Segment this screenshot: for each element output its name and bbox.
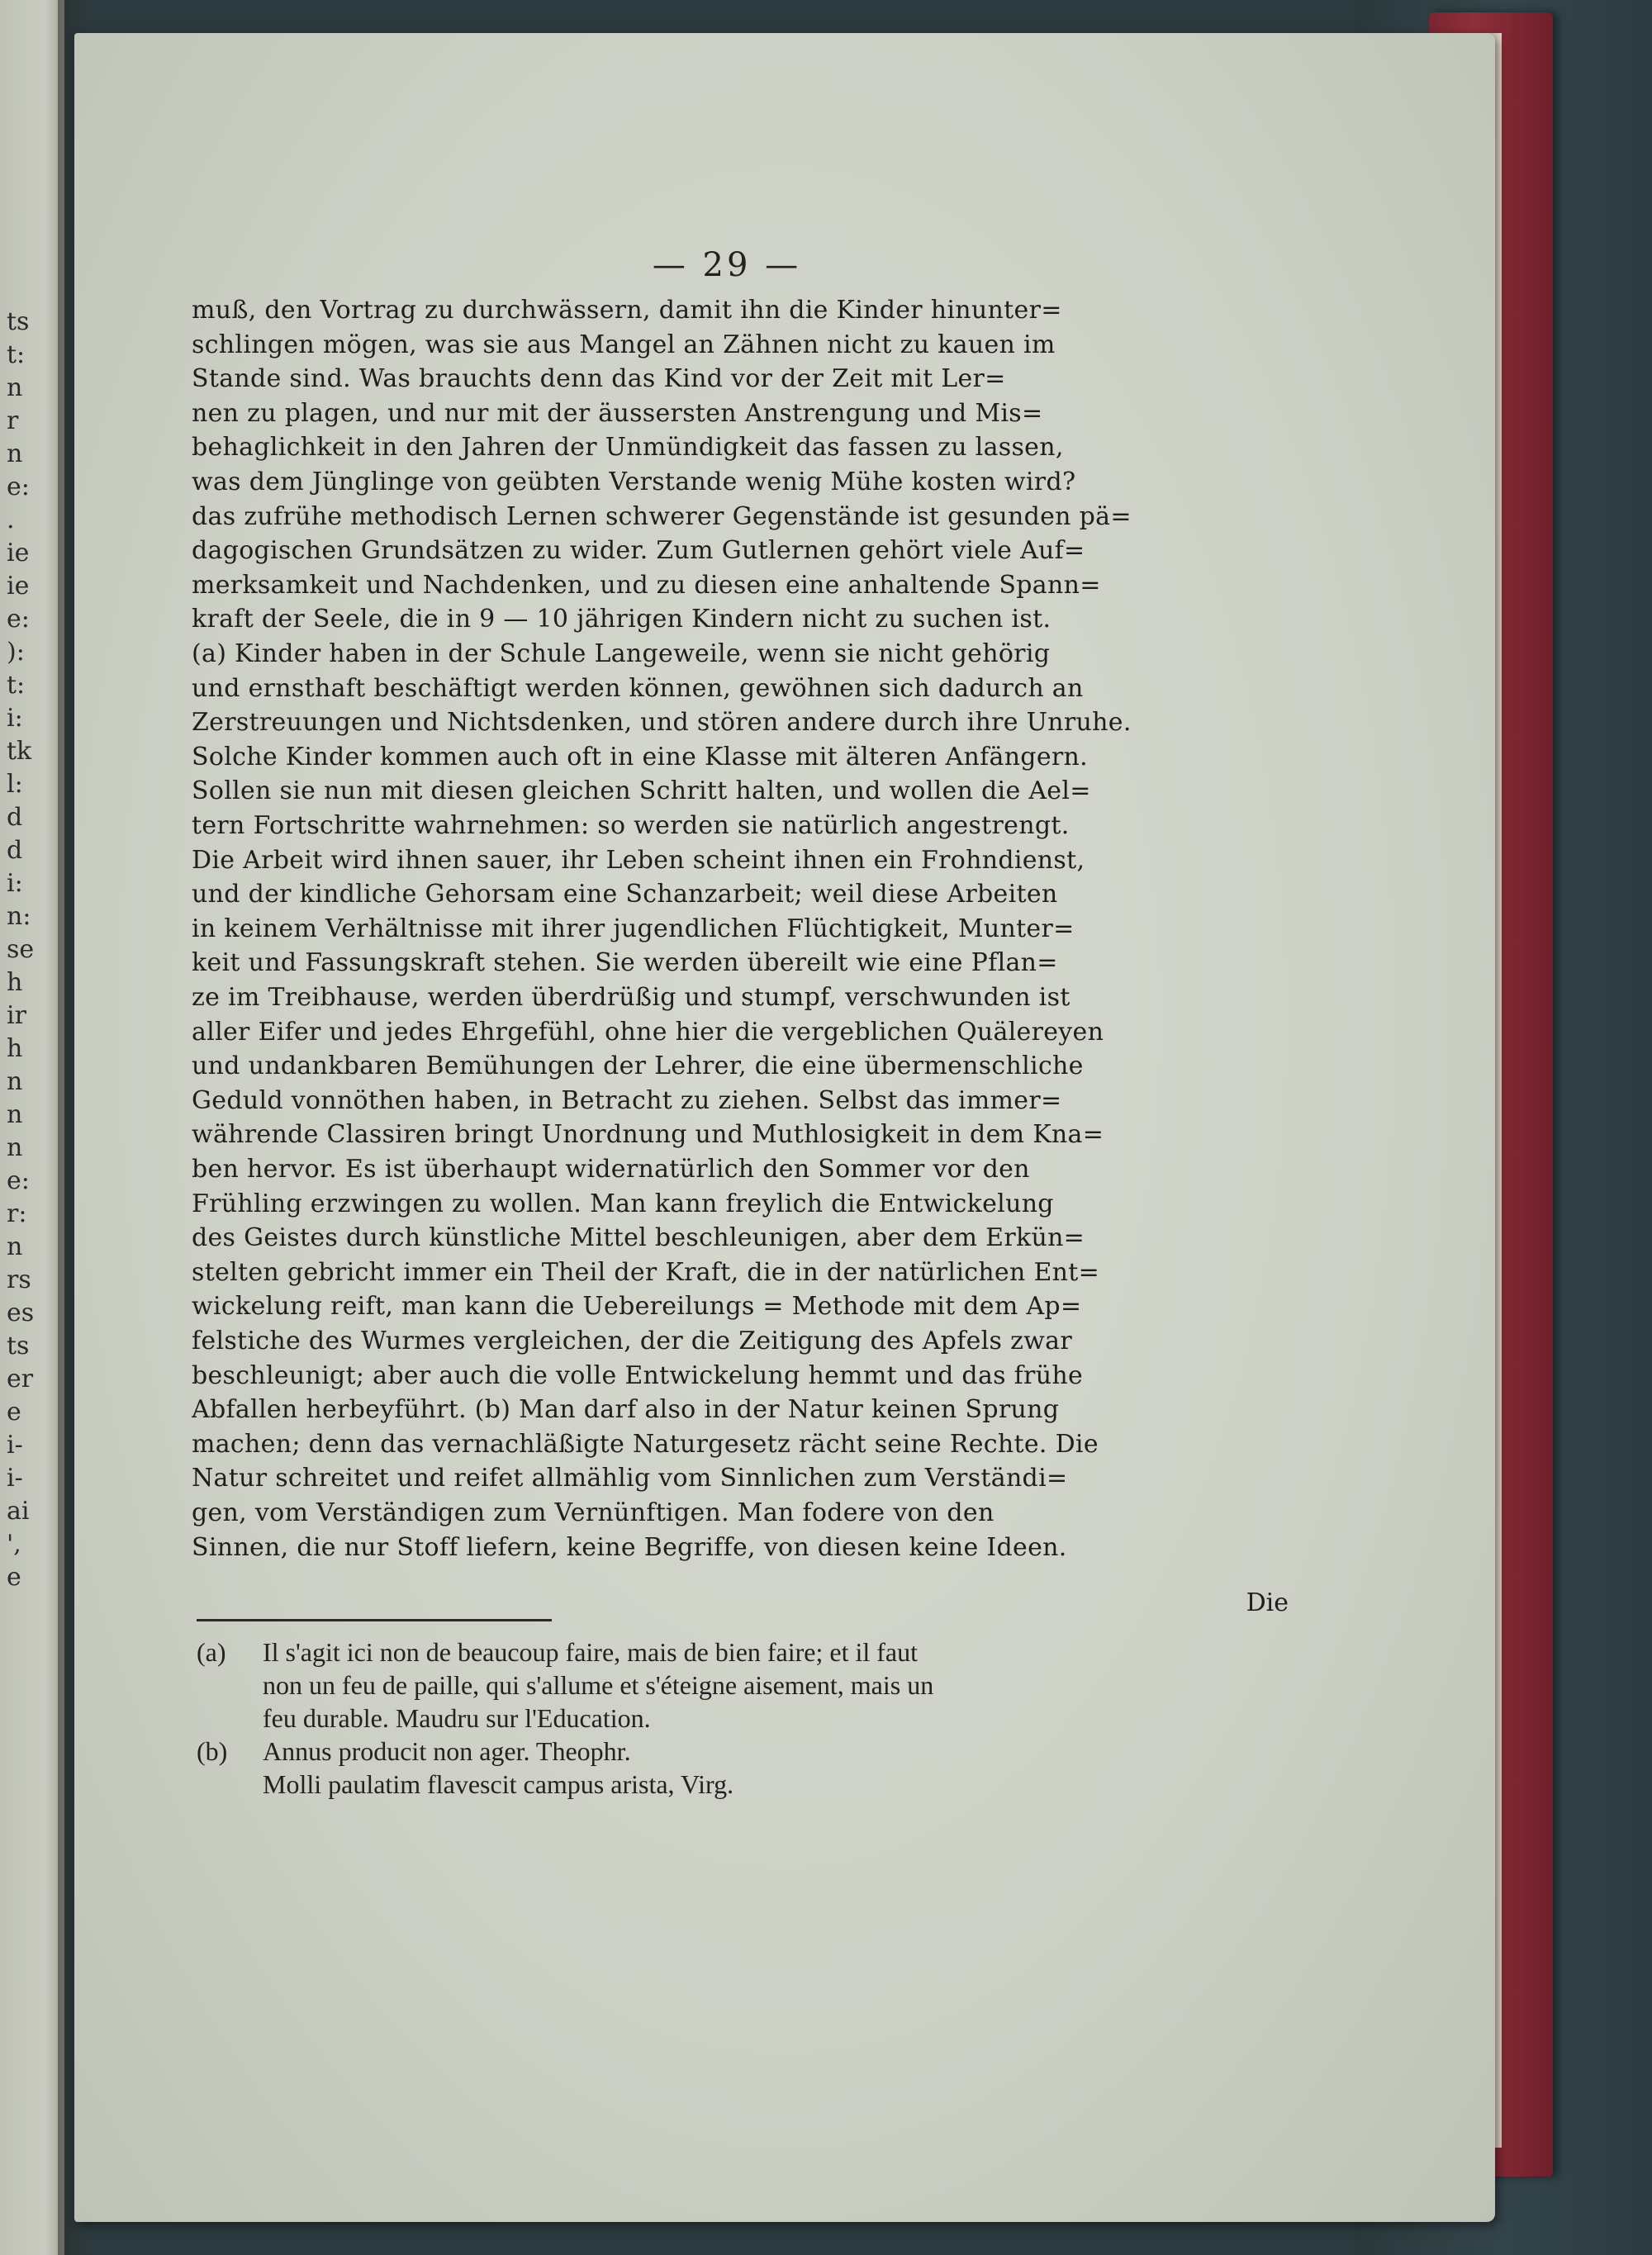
- text-line: stelten gebricht immer ein Theil der Kraft, die in der natürlichen Ent=: [192, 1257, 1100, 1287]
- catchword: Die: [1246, 1588, 1289, 1617]
- text-line: ze im Treibhause, werden überdrüßig und stumpf, verschwunden ist: [192, 983, 1070, 1012]
- footnote-text: feu durable. Maudru sur l'Education.: [263, 1703, 651, 1733]
- left-page-fragment: ir: [7, 1001, 26, 1030]
- left-page-fragment: t:: [7, 671, 26, 700]
- text-line: Stande sind. Was brauchts denn das Kind vor der Zeit mit Ler=: [192, 364, 1006, 394]
- text-line: muß, den Vortrag zu durchwässern, damit ihn die Kinder hinunter=: [192, 296, 1062, 325]
- right-page: [74, 33, 1495, 2222]
- left-page-fragment: .: [7, 506, 15, 534]
- text-line: und undankbaren Bemühungen der Lehrer, die eine übermenschliche: [192, 1052, 1084, 1081]
- text-line: gen, vom Verständigen zum Vernünftigen. Man fodere von den: [192, 1498, 995, 1527]
- text-line: das zufrühe methodisch Lernen schwerer Gegenstände ist gesunden pä=: [192, 501, 1132, 531]
- left-page-fragment: i-: [7, 1464, 23, 1493]
- text-line: in keinem Verhältnisse mit ihrer jugendlichen Flüchtigkeit, Munter=: [192, 914, 1075, 943]
- left-page-fragment: i:: [7, 869, 23, 898]
- footnote-rule: [197, 1619, 552, 1621]
- left-page-fragment: n: [7, 1067, 23, 1096]
- left-page-fragment: n: [7, 439, 23, 468]
- footnote-line: [197, 1670, 1295, 1701]
- left-page-fragment: ai: [7, 1497, 30, 1526]
- text-line: und ernsthaft beschäftigt werden können, gewöhnen sich dadurch an: [192, 673, 1084, 703]
- text-line: felstiche des Wurmes vergleichen, der die Zeitigung des Apfels zwar: [192, 1327, 1072, 1355]
- footnote-line: [197, 1637, 1295, 1668]
- text-line: Geduld vonnöthen haben, in Betracht zu ziehen. Selbst das immer=: [192, 1085, 1062, 1115]
- left-page-fragment: n: [7, 373, 23, 402]
- left-page-fragment: e:: [7, 472, 30, 501]
- left-page-fragment: tk: [7, 737, 32, 766]
- text-line: was dem Jünglinge von geübten Verstande wenig Mühe kosten wird?: [192, 468, 1076, 496]
- left-page-fragment: n: [7, 1100, 23, 1129]
- text-line: ben hervor. Es ist überhaupt widernatürlich den Sommer vor den: [192, 1155, 1030, 1184]
- text-line: keit und Fassungskraft stehen. Sie werden übereilt wie eine Pflan=: [192, 948, 1058, 978]
- left-page-fragment: ):: [7, 638, 25, 667]
- text-line: beschleunigt; aber auch die volle Entwickelung hemmt und das frühe: [192, 1360, 1083, 1390]
- left-page-fragment: r:: [7, 1199, 27, 1228]
- left-page-fragment: ts: [7, 1332, 30, 1360]
- text-line: schlingen mögen, was sie aus Mangel an Zähnen nicht zu kauen im: [192, 330, 1056, 359]
- left-page-edge: [0, 0, 64, 2255]
- left-page-fragment: n:: [7, 902, 31, 931]
- left-page-fragment: ie: [7, 572, 30, 601]
- left-page-fragment: d: [7, 836, 23, 865]
- text-line: Natur schreitet und reifet allmählig vom Sinnlichen zum Verständi=: [192, 1464, 1068, 1493]
- text-line: wickelung reift, man kann die Uebereilungs = Methode mit dem Ap=: [192, 1292, 1082, 1322]
- left-page-fragment: d: [7, 803, 23, 832]
- footnote-label: (a): [197, 1637, 226, 1667]
- left-page-fragment: se: [7, 935, 35, 964]
- text-line: des Geistes durch künstliche Mittel beschleunigen, aber dem Erkün=: [192, 1223, 1085, 1253]
- text-line: Die Arbeit wird ihnen sauer, ihr Leben scheint ihnen ein Frohndienst,: [192, 845, 1085, 875]
- text-line: behaglichkeit in den Jahren der Unmündigkeit das fassen zu lassen,: [192, 433, 1064, 463]
- left-page-fragment: n: [7, 1232, 23, 1261]
- left-page-fragment: h: [7, 1034, 23, 1063]
- footnote-text: Annus producit non ager. Theophr.: [263, 1736, 631, 1766]
- left-page-fragment: e:: [7, 1166, 30, 1195]
- text-line: währende Classiren bringt Unordnung und Muthlosigkeit in dem Kna=: [192, 1120, 1104, 1150]
- left-page-fragment: rs: [7, 1265, 31, 1294]
- left-page-fragment: e: [7, 1563, 21, 1592]
- left-page-fragment: i-: [7, 1431, 23, 1460]
- text-line: aller Eifer und jedes Ehrgefühl, ohne hier die vergeblichen Quälereyen: [192, 1017, 1104, 1047]
- left-page-fragment: l:: [7, 770, 23, 799]
- footnote-text: Molli paulatim flavescit campus arista, Virg.: [263, 1769, 734, 1799]
- left-page-fragment: ts: [7, 307, 30, 336]
- footnote-text: Il s'agit ici non de beaucoup faire, mais de bien faire; et il faut: [263, 1637, 919, 1667]
- text-line: Frühling erzwingen zu wollen. Man kann freylich die Entwickelung: [192, 1189, 1054, 1218]
- left-page-fragment: h: [7, 968, 23, 997]
- left-page-fragment: er: [7, 1365, 34, 1393]
- left-page-fragment: e: [7, 1398, 21, 1427]
- page-number: — 29 —: [652, 246, 802, 284]
- text-line: Solche Kinder kommen auch oft in eine Klasse mit älteren Anfängern.: [192, 742, 1088, 771]
- text-line: dagogischen Grundsätzen zu wider. Zum Gutlernen gehört viele Auf=: [192, 536, 1085, 566]
- left-page-fragment: i:: [7, 704, 23, 733]
- text-line: kraft der Seele, die in 9 — 10 jährigen Kindern nicht zu suchen ist.: [192, 605, 1051, 634]
- left-page-fragment: es: [7, 1298, 35, 1327]
- text-line: Abfallen herbeyführt. (b) Man darf also in der Natur keinen Sprung: [192, 1395, 1060, 1425]
- left-page-fragment: e:: [7, 605, 30, 634]
- left-page-fragment: r: [7, 406, 19, 435]
- left-page-fragment: ',: [7, 1530, 21, 1559]
- text-line: Zerstreuungen und Nichtsdenken, und stören andere durch ihre Unruhe.: [192, 708, 1132, 738]
- text-line: merksamkeit und Nachdenken, und zu diesen eine anhaltende Spann=: [192, 570, 1101, 600]
- text-line: Sinnen, die nur Stoff liefern, keine Begriffe, von diesen keine Ideen.: [192, 1532, 1067, 1562]
- left-page-fragment: n: [7, 1133, 23, 1162]
- text-line: und der kindliche Gehorsam eine Schanzarbeit; weil diese Arbeiten: [192, 880, 1058, 909]
- text-line: nen zu plagen, und nur mit der äussersten Anstrengung und Mis=: [192, 398, 1043, 428]
- footnote-text: non un feu de paille, qui s'allume et s'éteigne aisement, mais un: [263, 1670, 934, 1700]
- text-line: tern Fortschritte wahrnehmen: so werden sie natürlich angestrengt.: [192, 811, 1070, 840]
- left-page-fragment: ie: [7, 539, 30, 567]
- left-page-fragment: t:: [7, 340, 26, 369]
- text-line: machen; denn das vernachläßigte Naturgesetz rächt seine Rechte. Die: [192, 1429, 1099, 1459]
- text-line: Sollen sie nun mit diesen gleichen Schritt halten, und wollen die Ael=: [192, 776, 1091, 806]
- text-line: (a) Kinder haben in der Schule Langeweile, wenn sie nicht gehörig: [192, 639, 1051, 668]
- footnote-line: [197, 1703, 1295, 1734]
- footnote-line: [197, 1736, 1295, 1767]
- footnote-line: [197, 1769, 1295, 1800]
- footnote-label: (b): [197, 1736, 228, 1766]
